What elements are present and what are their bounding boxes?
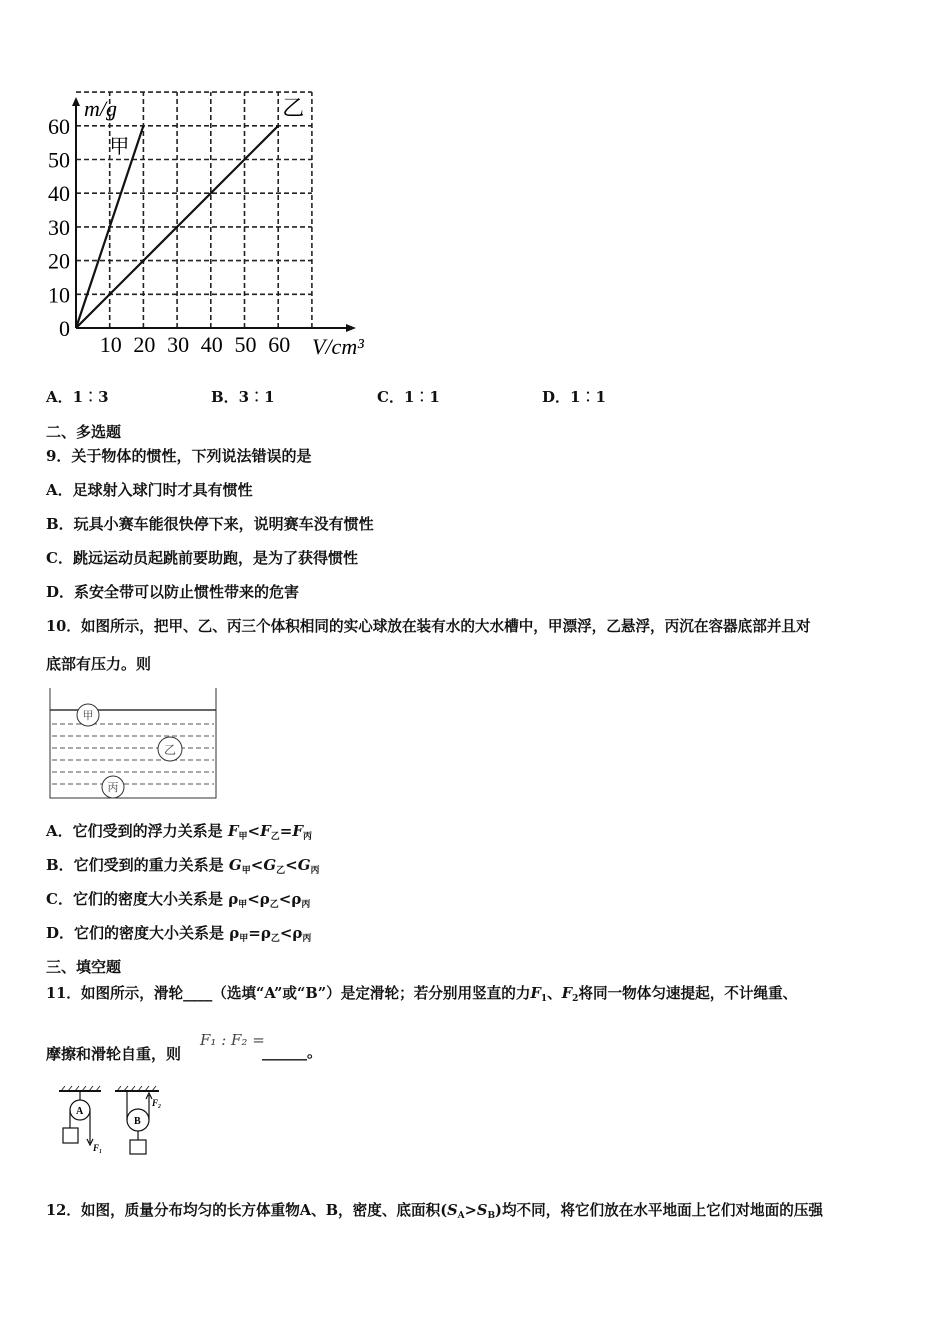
q10-d-op1: = xyxy=(248,924,261,942)
y-tick-label-60: 60 xyxy=(48,113,70,139)
q9-option-a[interactable]: A．足球射入球门时才具有惯性 xyxy=(46,481,253,499)
q10-b-var2: G xyxy=(263,856,277,874)
q12-stem xyxy=(46,1199,823,1221)
label-f2: F₂ xyxy=(152,1098,162,1108)
y-tick-label-30: 30 xyxy=(48,214,70,240)
y-tick-label-50: 50 xyxy=(48,147,70,173)
label-f1: F₁ xyxy=(93,1143,103,1153)
q10-c-text: C．它们的密度大小关系是 xyxy=(46,890,223,908)
water-dashes xyxy=(52,724,214,784)
x-tick-label-40: 40 xyxy=(200,332,223,357)
q11-sep: 、 xyxy=(547,985,562,1002)
q9-option-d[interactable]: D．系安全带可以防止惯性带来的危害 xyxy=(46,583,300,601)
x-tick-label-50: 50 xyxy=(234,332,257,357)
q11-text-3: 将同一物体匀速提起，不计绳重、 xyxy=(578,985,798,1002)
q10-a-text: A．它们受到的浮力关系是 xyxy=(46,822,223,840)
x-axis-title: V/cm³ xyxy=(312,334,364,359)
q10-a-sub3: 丙 xyxy=(303,832,313,842)
tank-outline xyxy=(50,688,216,798)
q10-c-sub1: 甲 xyxy=(238,900,248,910)
q10-c-op2: < xyxy=(278,890,292,908)
q11-stem-line2: 摩擦和滑轮自重，则 xyxy=(46,1045,182,1063)
q12-sa: S xyxy=(447,1202,458,1219)
ball-bing-label: 丙 xyxy=(107,782,119,794)
y-tick-label-0: 0 xyxy=(59,316,70,341)
q10-d-text: D．它们的密度大小关系是 xyxy=(46,924,225,942)
q8-option-c[interactable]: C．1︰1 xyxy=(377,388,440,406)
q11-blank-2[interactable]: ______ xyxy=(262,1043,307,1061)
q10-c-var2: ρ xyxy=(259,890,270,908)
q12-sb-sub: B xyxy=(487,1211,496,1221)
section-multi-choice-heading: 二、多选题 xyxy=(46,423,122,441)
q10-b-var3: G xyxy=(297,856,311,874)
q10-d-sub1: 甲 xyxy=(239,934,249,944)
q8-option-b[interactable]: B．3︰1 xyxy=(211,388,275,406)
q11-text-1: 11．如图所示，滑轮 xyxy=(46,985,184,1002)
q10-a-sub1: 甲 xyxy=(238,832,248,842)
x-tick-label-10: 10 xyxy=(99,332,122,357)
q10-d-sub3: 丙 xyxy=(302,934,312,944)
q11-f1: F xyxy=(530,985,541,1002)
section-fill-blank-heading: 三、填空题 xyxy=(46,958,122,976)
q10-c-var3: ρ xyxy=(291,890,302,908)
q10-d-sub2: 乙 xyxy=(270,934,280,944)
q10-d-var2: ρ xyxy=(260,924,271,942)
q9-option-c[interactable]: C．跳远运动员起跳前要助跑，是为了获得惯性 xyxy=(46,549,358,567)
q11-f2-sub: 2 xyxy=(572,994,579,1004)
q11-ratio-formula: F₁ : F₂ = xyxy=(200,1031,265,1049)
q11-f1-sub: 1 xyxy=(540,994,548,1004)
q10-stem-line1: 10．如图所示，把甲、乙、丙三个体积相同的实心球放在装有水的大水槽中，甲漂浮，乙悬浮，丙沉在容器底部并且对 xyxy=(46,618,811,635)
q10-c-sub2: 乙 xyxy=(269,900,279,910)
water-tank-figure xyxy=(40,680,230,806)
x-tick-label-60: 60 xyxy=(268,332,291,357)
q11-text-2: （选填“A”或“B”）是定滑轮；若分别用竖直的力 xyxy=(212,985,531,1002)
q12-text-1: 12．如图，质量分布均匀的长方体重物A、B，密度、底面积( xyxy=(46,1202,448,1219)
q10-b-op1: < xyxy=(250,856,264,874)
q10-b-sub3: 丙 xyxy=(310,866,320,876)
q10-option-d[interactable] xyxy=(46,922,311,944)
load-a xyxy=(63,1128,78,1143)
q10-option-b[interactable] xyxy=(46,854,320,876)
q10-a-var2: F xyxy=(260,822,271,840)
q10-option-c[interactable] xyxy=(46,888,310,910)
q10-b-op2: < xyxy=(285,856,298,874)
q10-b-sub2: 乙 xyxy=(276,866,286,876)
q10-a-op2: = xyxy=(279,822,293,840)
x-tick-label-20: 20 xyxy=(133,332,156,357)
q10-a-op1: < xyxy=(247,822,261,840)
q10-option-a[interactable] xyxy=(46,820,312,842)
q10-d-var1: ρ xyxy=(229,924,240,942)
pulley-a-label: A xyxy=(76,1106,84,1117)
q10-a-var3: F xyxy=(292,822,304,840)
q10-b-text: B．它们受到的重力关系是 xyxy=(46,856,224,874)
q11-blank-1[interactable]: ____ xyxy=(183,985,213,1002)
ball-jia-label: 甲 xyxy=(82,710,94,722)
q9-stem: 9．关于物体的惯性，下列说法错误的是 xyxy=(46,447,312,465)
x-tick-label-30: 30 xyxy=(167,332,190,357)
q9-option-b[interactable]: B．玩具小赛车能很快停下来，说明赛车没有惯性 xyxy=(46,515,374,533)
q11-answer xyxy=(262,1041,322,1062)
q12-sa-sub: A xyxy=(457,1211,465,1221)
q10-c-var1: ρ xyxy=(228,890,239,908)
q11-stem-line1 xyxy=(46,982,797,1004)
q10-stem-line2: 底部有压力。则 xyxy=(46,655,152,673)
q10-a-var1: F xyxy=(227,822,239,840)
y-axis-arrow xyxy=(72,97,80,106)
pulley-b-label: B xyxy=(134,1116,141,1127)
q12-sb: S xyxy=(476,1202,488,1219)
q11-period: 。 xyxy=(307,1043,323,1061)
q8-option-a[interactable]: A．1︰3 xyxy=(46,388,109,406)
q8-option-d[interactable]: D．1︰1 xyxy=(542,388,606,406)
q10-c-op1: < xyxy=(247,890,260,908)
q10-b-sub1: 甲 xyxy=(241,866,251,876)
mass-volume-chart xyxy=(0,0,420,380)
q10-b-var1: G xyxy=(228,856,242,874)
q12-gt: > xyxy=(464,1202,477,1219)
ball-yi-label: 乙 xyxy=(163,743,177,757)
q10-c-sub3: 丙 xyxy=(301,900,311,910)
y-axis-title: m/g xyxy=(84,96,117,121)
y-tick-label-10: 10 xyxy=(48,282,70,308)
q12-text-2: )均不同，将它们放在水平地面上它们对地面的压强 xyxy=(495,1202,824,1219)
series-label-jia: 甲 xyxy=(109,135,130,158)
q10-d-var3: ρ xyxy=(292,924,303,942)
load-b xyxy=(130,1140,146,1154)
y-tick-label-40: 40 xyxy=(48,181,70,207)
q10-d-op2: < xyxy=(279,924,293,942)
series-label-yi: 乙 xyxy=(282,95,305,121)
q10-a-sub2: 乙 xyxy=(270,832,280,842)
x-axis-arrow xyxy=(346,324,356,332)
y-tick-label-20: 20 xyxy=(48,248,70,274)
q11-f2: F xyxy=(561,985,573,1002)
pulley-figure xyxy=(55,1085,175,1160)
